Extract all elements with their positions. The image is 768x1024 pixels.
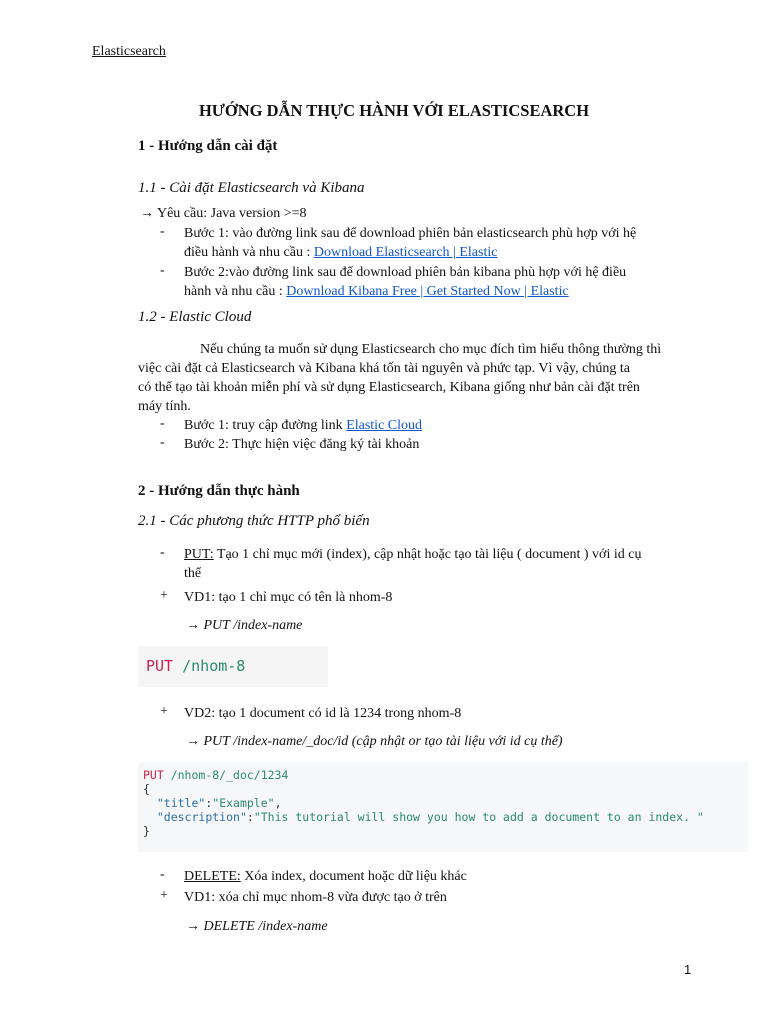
cloud-step-1: [184, 416, 422, 435]
para-line-4: máy tính.: [138, 399, 191, 414]
delete-label: DELETE:: [184, 869, 241, 884]
section-2-1-heading: 2.1 - Các phương thức HTTP phổ biến: [138, 513, 370, 529]
put-desc-cont: thể: [184, 566, 202, 581]
install-step-2-text: Bước 2:vào đường link sau để download phiên bản kibana phù hợp với hệ điều: [184, 265, 627, 280]
delete-syntax: → DELETE /index-name: [186, 919, 328, 934]
bullet-dash: -: [160, 224, 165, 239]
code-line-2: {: [143, 782, 150, 796]
elastic-cloud-link[interactable]: Elastic Cloud: [346, 418, 423, 433]
page-number: 1: [684, 962, 692, 977]
bullet-plus: +: [160, 588, 168, 603]
code-block-put-document: [138, 762, 748, 852]
para-line-2: việc cài đặt cả Elasticsearch và Kibana khá tốn tài nguyên và phức tạp. Vì vậy, chúng ta: [138, 361, 630, 376]
code-line-4: "description":"This tutorial will show you how to add a document to an index. ": [156, 810, 704, 824]
cloud-step-1-text: Bước 1: truy cập đường link: [184, 418, 347, 433]
json-key-title: "title": [156, 796, 206, 810]
code-path: /nhom-8: [173, 657, 246, 675]
delete-example-1: VD1: xóa chỉ mục nhom-8 vừa được tạo ở trên: [184, 890, 447, 905]
section-2-heading: 2 - Hướng dẫn thực hành: [138, 483, 300, 499]
bullet-plus: +: [160, 704, 168, 719]
section-1-2-heading: 1.2 - Elastic Cloud: [138, 309, 252, 325]
install-step-2: [184, 263, 626, 301]
bullet-plus: +: [160, 888, 168, 903]
requirement-line: → Yêu cầu: Java version >=8: [140, 206, 307, 221]
delete-description: [184, 867, 467, 886]
section-1-heading: 1 - Hướng dẫn cài đặt: [138, 138, 278, 154]
code-block-put-index: [138, 646, 328, 687]
para-line-1: Nếu chúng ta muốn sử dụng Elasticsearch cho mục đích tìm hiểu thông thường thì: [200, 342, 662, 357]
code-line-3: "title":"Example",: [156, 796, 282, 810]
install-step-2-prefix: hành và nhu cầu :: [184, 284, 287, 299]
install-step-1: [184, 224, 636, 262]
bullet-dash: -: [160, 435, 165, 450]
code-path: /nhom-8/_doc/1234: [163, 768, 289, 782]
section-1-1-heading: 1.1 - Cài đặt Elasticsearch và Kibana: [138, 180, 365, 196]
delete-desc-text: Xóa index, document hoặc dữ liệu khác: [240, 869, 467, 884]
put-example-2: VD2: tạo 1 document có id là 1234 trong nhom-8: [184, 706, 462, 721]
put-syntax-2: → PUT /index-name/_doc/id (cập nhật or tạo tài liệu với id cụ thể): [186, 734, 563, 749]
install-step-1-text: Bước 1: vào đường link sau để download phiên bản elasticsearch phù hợp với hệ: [184, 226, 637, 241]
document-title: HƯỚNG DẪN THỰC HÀNH VỚI ELASTICSEARCH: [198, 101, 590, 120]
elastic-cloud-paragraph: [138, 340, 698, 416]
put-desc-text: Tạo 1 chỉ mục mới (index), cập nhật hoặc tạo tài liệu ( document ) với id cụ: [213, 547, 642, 562]
download-kibana-link[interactable]: Download Kibana Free | Get Started Now | Elastic: [286, 284, 569, 299]
install-step-2-cont: [184, 282, 626, 301]
cloud-step-2: Bước 2: Thực hiện việc đăng ký tài khoản: [184, 437, 420, 452]
put-description: [184, 545, 704, 583]
download-elasticsearch-link[interactable]: Download Elasticsearch | Elastic: [313, 245, 498, 260]
put-syntax-1: → PUT /index-name: [186, 618, 303, 633]
para-line-3: có thể tạo tài khoản miễn phí và sử dụng Elasticsearch, Kibana giống như bản cài đặt trên: [138, 380, 640, 395]
code-line-1: [143, 768, 748, 782]
json-key-description: "description": [156, 810, 247, 824]
put-example-1: VD1: tạo 1 chỉ mục có tên là nhom-8: [184, 590, 393, 605]
json-value-title: "Example": [212, 796, 275, 810]
bullet-dash: -: [160, 867, 165, 882]
running-header: Elasticsearch: [92, 44, 166, 59]
code-keyword: PUT: [146, 657, 174, 675]
put-label: PUT:: [184, 547, 214, 562]
code-line-5: }: [143, 824, 150, 838]
bullet-dash: -: [160, 545, 165, 560]
bullet-dash: -: [160, 416, 165, 431]
code-keyword: PUT: [143, 768, 164, 782]
json-value-description: "This tutorial will show you how to add a document to an index. ": [253, 810, 704, 824]
bullet-dash: -: [160, 263, 165, 278]
install-step-1-cont: [184, 243, 636, 262]
install-step-1-prefix: điều hành và nhu cầu :: [184, 245, 314, 260]
